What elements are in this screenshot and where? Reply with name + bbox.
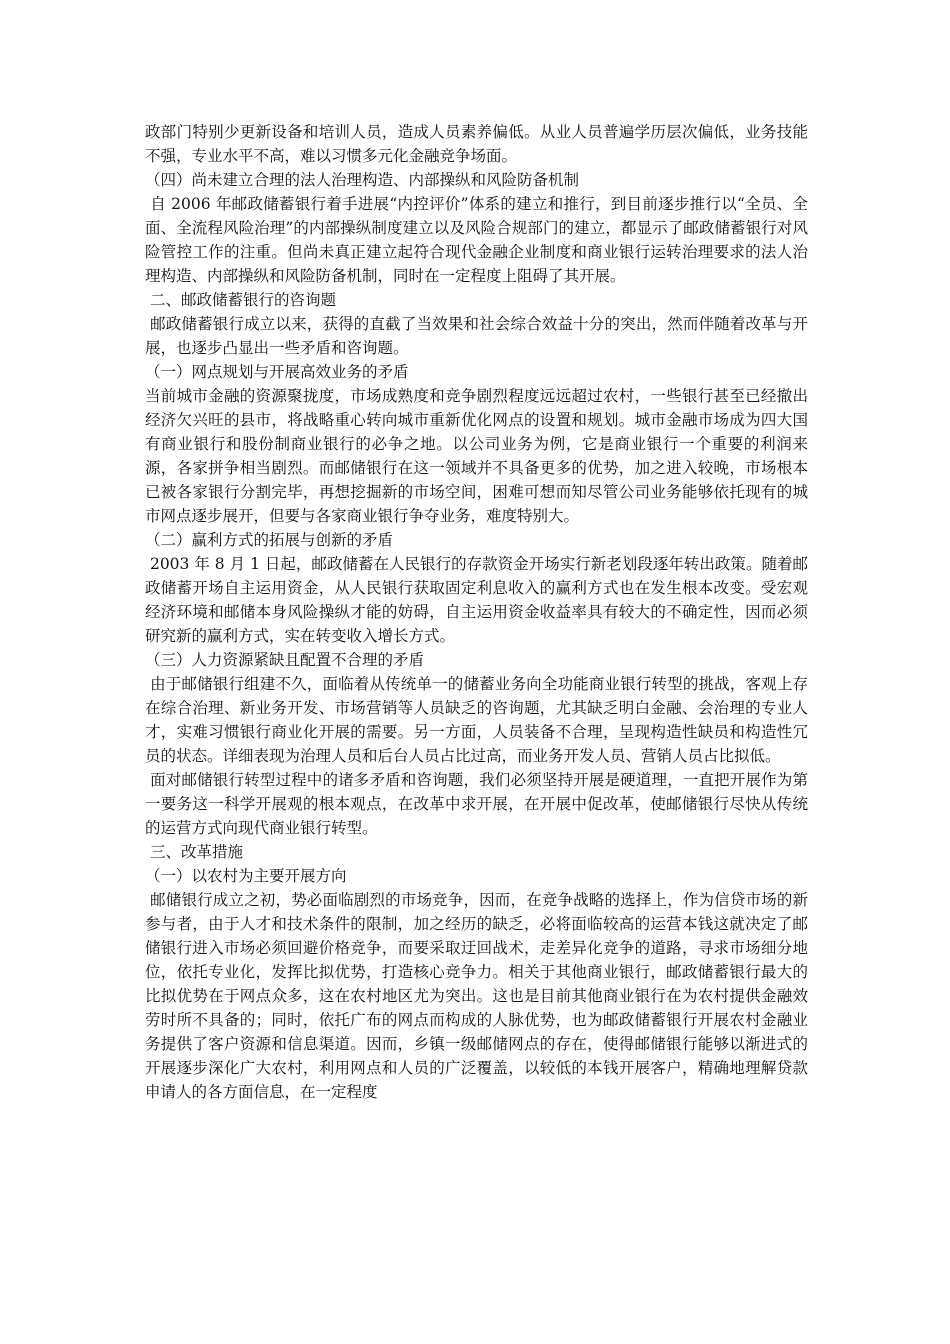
section-heading-reform: 三、改革措施 xyxy=(145,843,243,861)
heading-rural-focus: （一）以农村为主要开展方向 xyxy=(145,867,347,885)
paragraph-human-resources: 由于邮储银行组建不久，面临着从传统单一的储蓄业务向全功能商业银行转型的挑战，客观上存在综合治理、新业务开发、市场营销等人员缺乏的咨询题，尤其缺乏明白金融、会治理的专业人才，实难习惯银行商业化开展的需要。另一方面，人员装备不合理，呈现构造性缺员和构造性冗员的状态。详细表现为治理人员和后台人员占比过高，而业务开发人员、营销人员占比拟低。 xyxy=(145,675,808,765)
heading-governance: （四）尚未建立合理的法人治理构造、内部操纵和风险防备机制 xyxy=(145,171,580,189)
paragraph-rural-focus: 邮储银行成立之初，势必面临剧烈的市场竞争，因而，在竞争战略的选择上，作为信贷市场的新参与者，由于人才和技术条件的限制，加之经历的缺乏，必将面临较高的运营本钱这就决定了邮储银行进入市场必须回避价格竞争，而要采取迂回战术，走差异化竞争的道路，寻求市场细分地位，依托专业化，发挥比拟优势，打造核心竞争力。相关于其他商业银行，邮政储蓄银行最大的比拟优势在于网点众多，这在农村地区尤为突出。这也是目前其他商业银行在为农村提供金融效劳时所不具备的；同时，依托广布的网点而构成的人脉优势，也为邮政储蓄银行开展农村金融业务提供了客户资源和信息渠道。因而，乡镇一级邮储网点的存在，使得邮储银行能够以渐进式的开展逐步深化广大农村，利用网点和人员的广泛覆盖，以较低的本钱开展客户，精确地理解贷款申请人的各方面信息，在一定程度 xyxy=(145,891,808,1101)
heading-network-planning: （一）网点规划与开展高效业务的矛盾 xyxy=(145,363,409,381)
heading-profit-model: （二）赢利方式的拓展与创新的矛盾 xyxy=(145,531,394,549)
paragraph-transformation: 面对邮储银行转型过程中的诸多矛盾和咨询题，我们必须坚持开展是硬道理，一直把开展作为第一要务这一科学开展观的根本观点，在改革中求开展，在开展中促改革，使邮储银行尽快从传统的运营方式向现代商业银行转型。 xyxy=(145,771,808,837)
paragraph-profit-model: 2003 年 8 月 1 日起，邮政储蓄在人民银行的存款资金开场实行新老划段逐年转出政策。随着邮政储蓄开场自主运用资金，从人民银行获取固定利息收入的赢利方式也在发生根本改变。受宏观经济环境和邮储本身风险操纵才能的妨碍，自主运用资金收益率具有较大的不确定性，因而必须研究新的赢利方式，实在转变收入增长方式。 xyxy=(145,555,808,645)
section-heading-problems: 二、邮政储蓄银行的咨询题 xyxy=(145,291,336,309)
heading-human-resources: （三）人力资源紧缺且配置不合理的矛盾 xyxy=(145,651,425,669)
paragraph-governance: 自 2006 年邮政储蓄银行着手进展“内控评价”体系的建立和推行，到目前逐步推行以“全员、全面、全流程风险治理”的内部操纵制度建立以及风险合规部门的建立，都显示了邮政储蓄银行对风险管控工作的注重。但尚未真正建立起符合现代金融企业制度和商业银行运转治理要求的法人治理构造、内部操纵和风险防备机制，同时在一定程度上阻碍了其开展。 xyxy=(145,195,808,285)
document-body xyxy=(145,120,808,1104)
paragraph-network-planning: 当前城市金融的资源聚拢度，市场成熟度和竞争剧烈程度远远超过农村，一些银行甚至已经撤出经济欠兴旺的县市，将战略重心转向城市重新优化网点的设置和规划。城市金融市场成为四大国有商业银行和股份制商业银行的必争之地。以公司业务为例，它是商业银行一个重要的利润来源，各家拼争相当剧烈。而邮储银行在这一领域并不具备更多的优势，加之进入较晚，市场根本已被各家银行分割完毕，再想挖掘新的市场空间，困难可想而知尽管公司业务能够依托现有的城市网点逐步展开，但要与各家商业银行争夺业务，难度特别大。 xyxy=(145,387,808,525)
paragraph-problems-intro: 邮政储蓄银行成立以来，获得的直截了当效果和社会综合效益十分的突出，然而伴随着改革与开展，也逐步凸显出一些矛盾和咨询题。 xyxy=(145,315,808,357)
paragraph-staff-quality: 政部门特别少更新设备和培训人员，造成人员素养偏低。从业人员普遍学历层次偏低，业务技能不强，专业水平不高，难以习惯多元化金融竞争场面。 xyxy=(145,123,808,165)
